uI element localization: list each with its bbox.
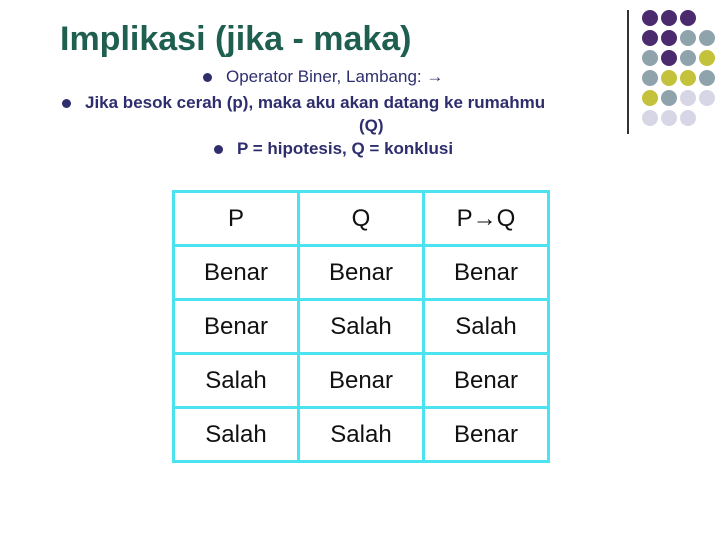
bullet-text: Operator Biner, Lambang: → [226, 67, 444, 86]
table-cell: Benar [299, 246, 424, 300]
table-cell: Salah [174, 354, 299, 408]
decor-dot [699, 70, 715, 86]
bullet-text: P = hipotesis, Q = konklusi [237, 139, 454, 158]
table-header-cell: P→Q [424, 192, 549, 246]
bullet-definition [214, 139, 453, 159]
decor-dot [680, 50, 696, 66]
table-header-row [174, 192, 549, 246]
bullet-operator [203, 67, 443, 87]
decor-dot [661, 90, 677, 106]
decor-dot [699, 50, 715, 66]
decor-dot [699, 30, 715, 46]
decor-dot [680, 110, 696, 126]
table-header-cell: P [174, 192, 299, 246]
decor-dot [699, 90, 715, 106]
decor-dot [642, 110, 658, 126]
table-cell: Benar [424, 354, 549, 408]
bullet-dot-icon [214, 145, 223, 154]
table-row [174, 300, 549, 354]
bullet-example [62, 93, 545, 113]
table-cell: Benar [174, 246, 299, 300]
table-row [174, 354, 549, 408]
decor-divider-line [627, 10, 629, 134]
bullet-dot-icon [62, 99, 71, 108]
bullet-dot-icon [203, 73, 212, 82]
decor-dot [661, 10, 677, 26]
decor-dot [661, 30, 677, 46]
table-header-cell: Q [299, 192, 424, 246]
decor-dot [642, 90, 658, 106]
decor-dot [661, 70, 677, 86]
bullet-example-continuation: (Q) [359, 116, 384, 135]
decor-dot [642, 70, 658, 86]
table-cell: Benar [174, 300, 299, 354]
decor-dot [680, 70, 696, 86]
decor-dot [642, 50, 658, 66]
slide-title: Implikasi (jika - maka) [60, 20, 412, 58]
table-cell: Benar [424, 408, 549, 462]
decor-dot [680, 10, 696, 26]
table-cell: Benar [299, 354, 424, 408]
decor-dot [642, 30, 658, 46]
decor-dot [680, 90, 696, 106]
decor-dot [661, 50, 677, 66]
table-row [174, 408, 549, 462]
table-row [174, 246, 549, 300]
table-cell: Salah [174, 408, 299, 462]
decor-dot [680, 30, 696, 46]
table-cell: Salah [299, 300, 424, 354]
table-cell: Salah [424, 300, 549, 354]
decor-dot [661, 110, 677, 126]
truth-table [172, 190, 550, 463]
decor-dot [642, 10, 658, 26]
table-cell: Salah [299, 408, 424, 462]
bullet-text: Jika besok cerah (p), maka aku akan datang ke rumahmu [85, 93, 546, 112]
table-cell: Benar [424, 246, 549, 300]
